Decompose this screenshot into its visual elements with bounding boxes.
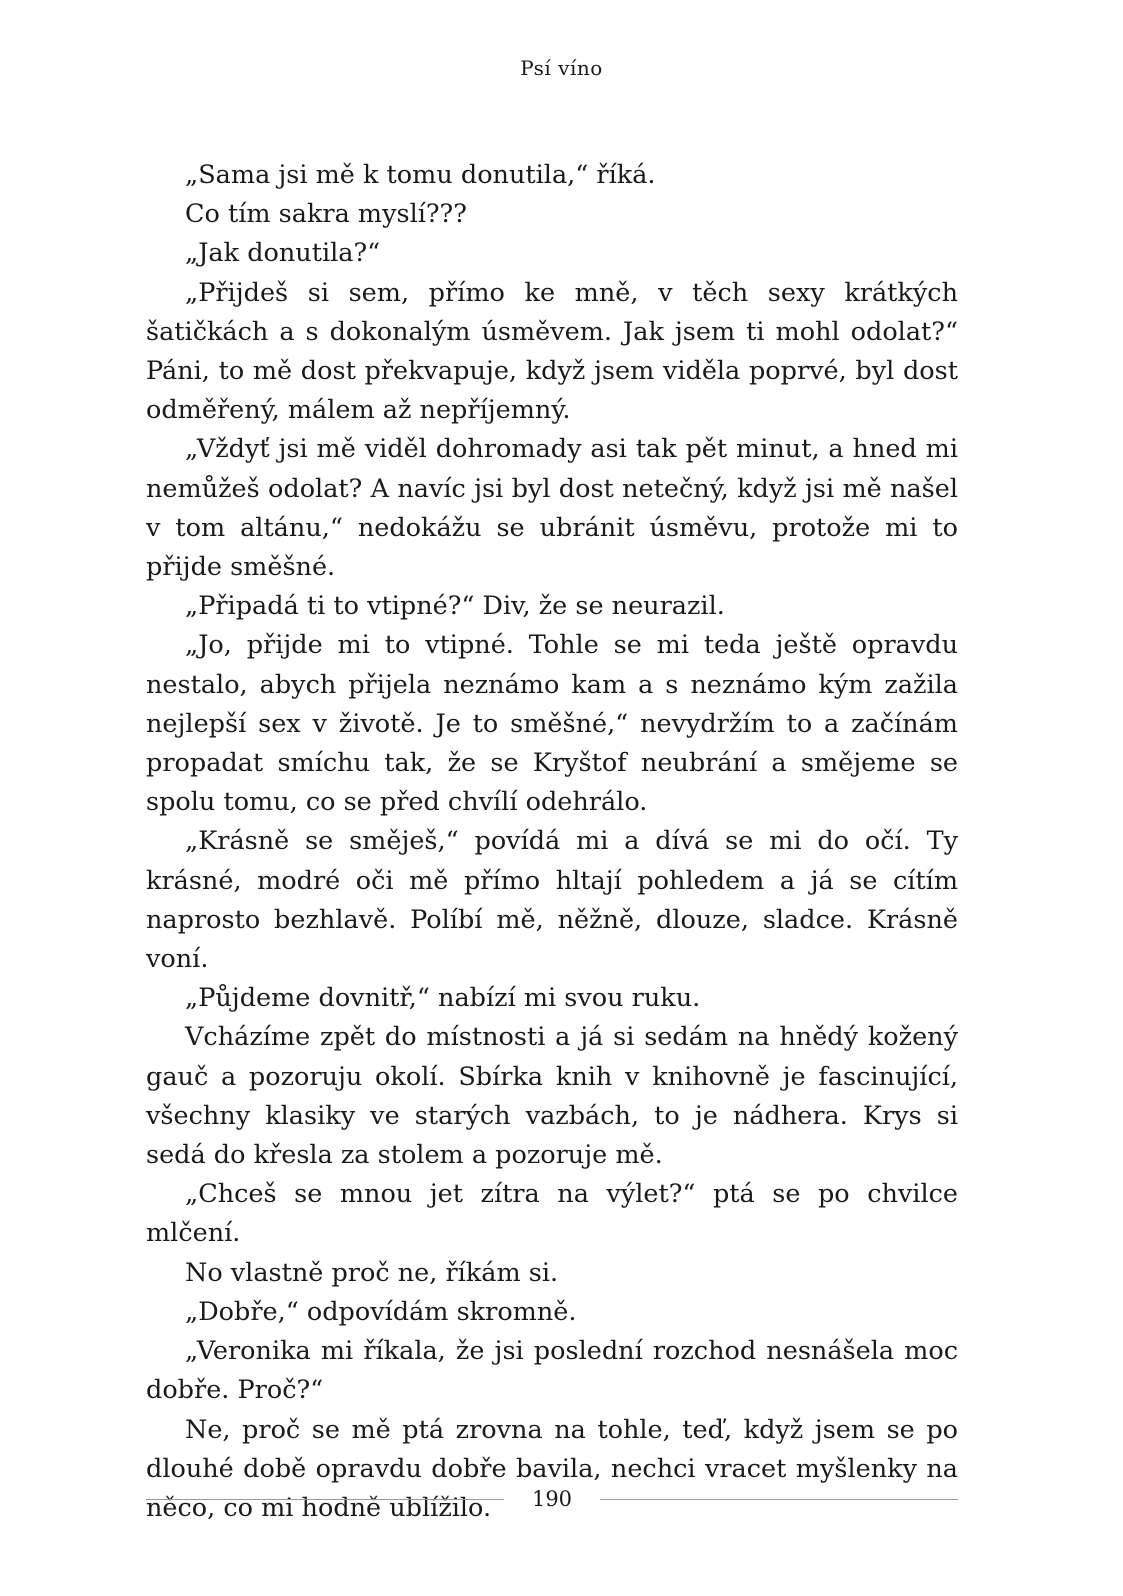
paragraph: Vcházíme zpět do místnosti a já si sedám na hnědý kožený gauč a pozoruju okolí. Sbírka knih v knihovně je fascinující, všechny klasiky ve starých vazbách, to je nádhera. Krys si sedá do křesla za stolem a pozoruje mě.: [146, 1022, 958, 1171]
paragraph: „Chceš se mnou jet zítra na výlet?“ ptá se po chvilce mlčení.: [146, 1179, 958, 1249]
paragraph: „Krásně se směješ,“ povídá mi a dívá se mi do očí. Ty krásné, modré oči mě přímo hltají pohledem a já se cítím naprosto bezhlavě. Políbí mě, něžně, dlouze, sladce. Krásně voní.: [146, 826, 958, 975]
paragraph: Co tím sakra myslí???: [185, 199, 467, 230]
page-footer: [146, 1484, 958, 1514]
paragraph: „Sama jsi mě k tomu donutila,“ říká.: [185, 160, 656, 190]
paragraph: „Připadá ti to vtipné?“ Div, že se neurazil.: [185, 591, 725, 622]
paragraph: „Jo, přijde mi to vtipné. Tohle se mi teda ještě opravdu nestalo, abych přijela neznámo kam a s neznámo kým zažila nejlepší sex v životě. Je to směšné,“ nevydržím to a začínám propadat smíchu tak, že se Kryštof neubrání a smějeme se spolu tomu, co se před chvílí odehrálo.: [146, 630, 958, 818]
paragraph: „Vždyť jsi mě viděl dohromady asi tak pět minut, a hned mi nemůžeš odolat? A navíc jsi byl dost netečný, když jsi mě našel v tom altánu,“ nedokážu se ubránit úsměvu, protože mi to přijde směšné.: [146, 434, 958, 583]
paragraph: „Veronika mi říkala, že jsi poslední rozchod nesnášela moc dobře. Proč?“: [146, 1336, 958, 1406]
footer-rule-right: [600, 1499, 958, 1500]
paragraph: „Dobře,“ odpovídám skromně.: [185, 1296, 577, 1327]
body-text: [146, 156, 958, 1528]
paragraph: Ne, proč se mě ptá zrovna na tohle, teď, když jsem se po dlouhé době opravdu dobře bavila, nechci vracet myšlenky na něco, co mi hodně ublížilo.: [146, 1414, 958, 1523]
paragraph: „Jak donutila?“: [185, 238, 381, 269]
paragraph: No vlastně proč ne, říkám si.: [185, 1257, 559, 1288]
paragraph: „Půjdeme dovnitř,“ nabízí mi svou ruku.: [185, 983, 701, 1014]
running-head-title: Psí víno: [520, 56, 603, 80]
page-number: 190: [531, 1487, 573, 1511]
footer-rule-left: [146, 1499, 504, 1500]
paragraph: „Přijdeš si sem, přímo ke mně, v těch sexy krátkých šatičkách a s dokonalým úsměvem. Jak jsem ti mohl odolat?“ Páni, to mě dost překvapuje, když jsem viděla poprvé, byl dost odměřený, málem až nepříjemný.: [146, 277, 958, 426]
